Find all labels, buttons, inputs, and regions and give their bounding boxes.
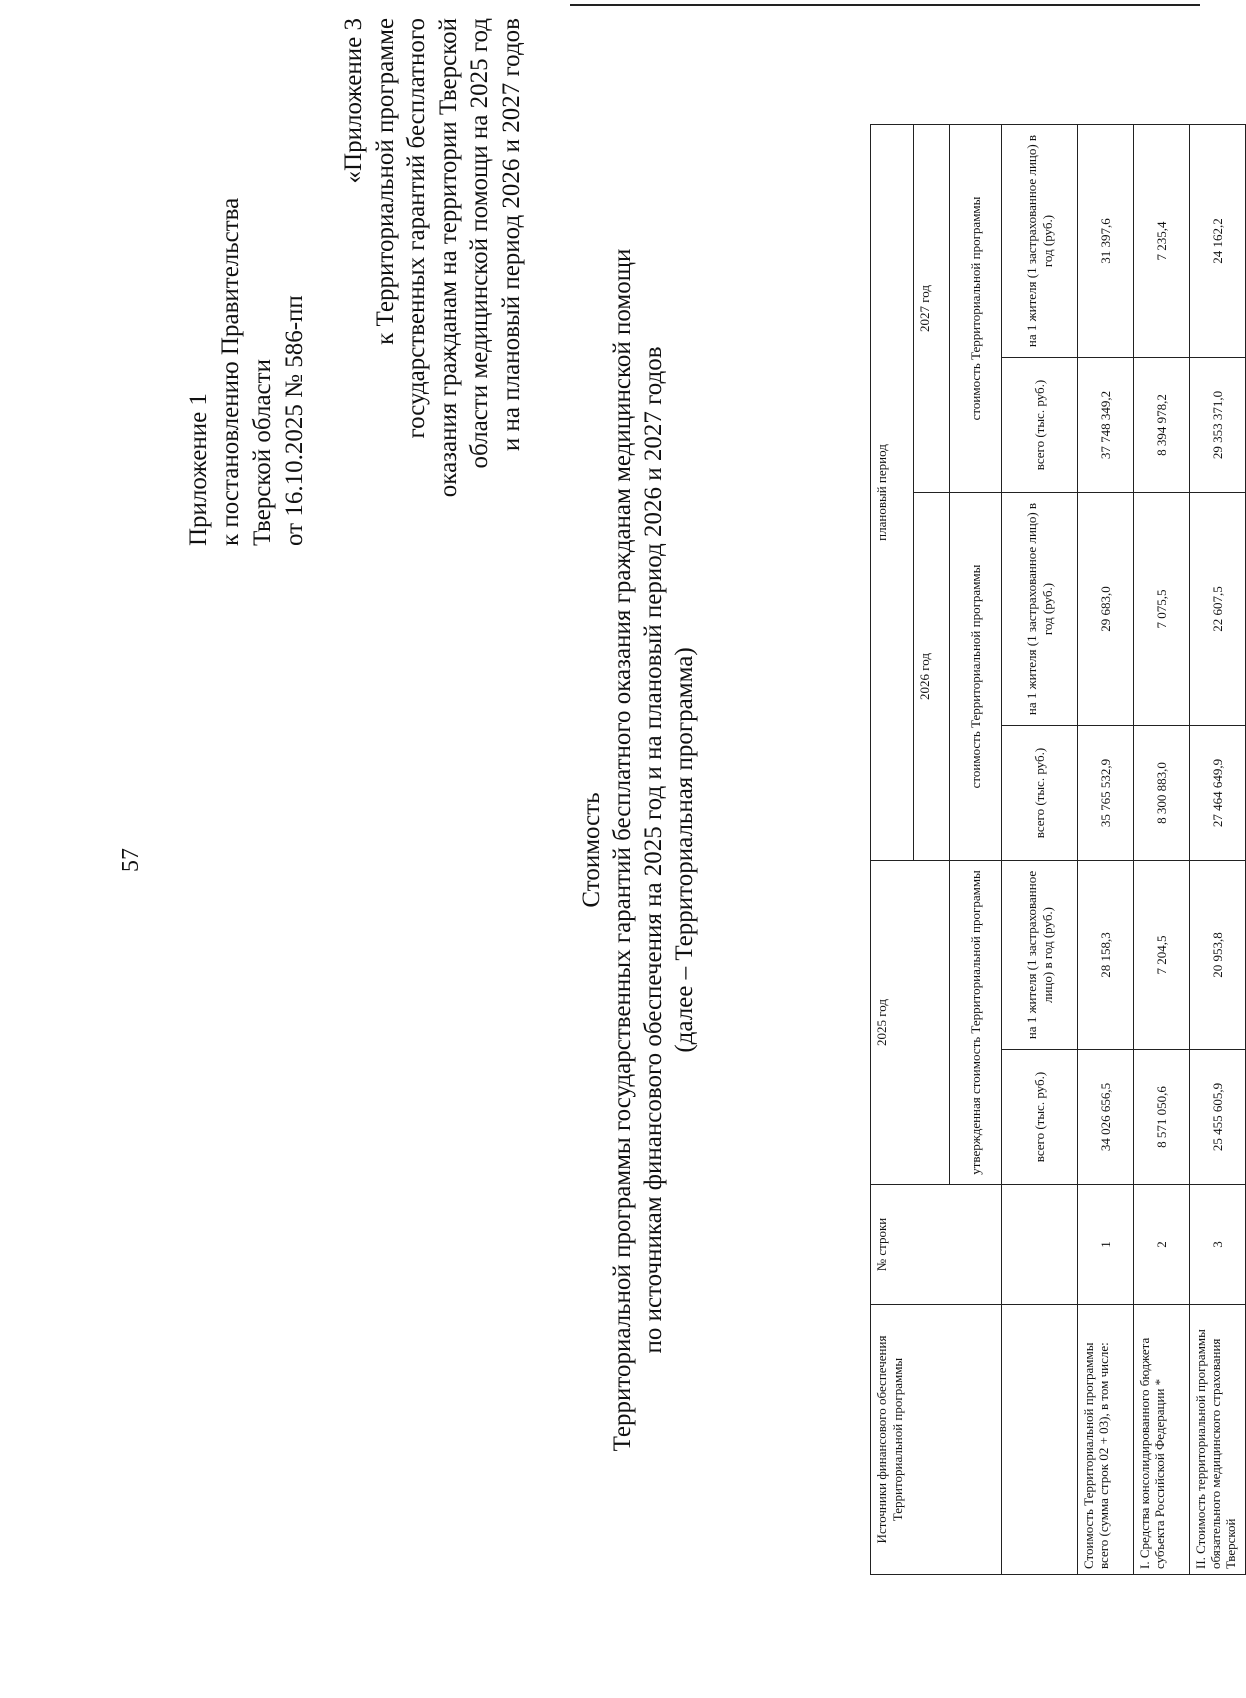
appendix-1-line: от 16.10.2025 № 586-пп [281,295,308,546]
header-approved-cost: утвержденная стоимость Территориальной программы [950,861,1002,1185]
title-line: (далее – Территориальная программа) [671,647,698,1053]
header-cost-2026: стоимость Территориальной программы [950,493,1002,861]
title-line: Стоимость [578,792,605,908]
row-per-capita-2025: 7 204,5 [1134,861,1190,1050]
header-per-capita-2026: на 1 жителя (1 застрахованное лицо) в год (руб.) [1002,493,1078,726]
appendix-3-line: и на плановый период 2026 и 2027 годов [497,18,525,452]
row-number: 3 [1190,1185,1246,1305]
header-empty-cell [1002,1185,1078,1305]
row-per-capita-2027: 31 397,6 [1078,125,1134,358]
header-source: Источники финансового обеспечения Территориальной программы [871,1305,1002,1575]
row-total-2027: 37 748 349,2 [1078,358,1134,493]
cost-table [870,124,1246,1575]
row-total-2025: 8 571 050,6 [1134,1050,1190,1185]
row-total-2026: 8 300 883,0 [1134,726,1190,861]
page-number: 57 [118,848,144,872]
row-total-2026: 27 464 649,9 [1190,726,1246,861]
row-total-2025: 34 026 656,5 [1078,1050,1134,1185]
row-total-2027: 29 353 371,0 [1190,358,1246,493]
document-title [576,50,700,1650]
header-year-2026: 2026 год [914,493,950,861]
row-per-capita-2026: 22 607,5 [1190,493,1246,726]
row-per-capita-2027: 24 162,2 [1190,125,1246,358]
table-row [1078,125,1134,1575]
appendix-1-block [183,46,311,546]
row-per-capita-2025: 20 953,8 [1190,861,1246,1050]
row-total-2025: 25 455 605,9 [1190,1050,1246,1185]
appendix-1-line: Приложение 1 [185,393,212,546]
row-total-2027: 8 394 978,2 [1134,358,1190,493]
appendix-3-block [338,18,527,696]
row-source-name: II. Стоимость территориальной программы обязательного медицинского страхования Тверской [1190,1305,1246,1575]
row-source-name: Стоимость Территориальной программы всего (сумма строк 02 + 03), в том числе: [1078,1305,1134,1575]
appendix-3-line: области медицинской помощи на 2025 год [466,18,493,469]
title-line: Территориальной программы государственных гарантий бесплатного оказания гражданам медицинской помощи [609,248,636,1452]
row-number: 2 [1134,1185,1190,1305]
header-per-capita-2025: на 1 жителя (1 застрахованное лицо) в год (руб.) [1002,861,1078,1050]
header-total-2026: всего (тыс. руб.) [1002,726,1078,861]
row-per-capita-2027: 7 235,4 [1134,125,1190,358]
appendix-1-line: к постановлению Правительства [217,197,244,546]
header-empty-cell [1002,1305,1078,1575]
title-line: по источникам финансового обеспечения на 2025 год и на плановый период 2026 и 2027 годов [640,346,667,1354]
header-total-2027: всего (тыс. руб.) [1002,358,1078,493]
row-per-capita-2026: 7 075,5 [1134,493,1190,726]
header-per-capita-2027: на 1 жителя (1 застрахованное лицо) в год (руб.) [1002,125,1078,358]
header-year-2027: 2027 год [914,125,950,493]
table-row [1190,125,1246,1575]
header-cost-2027: стоимость Территориальной программы [950,125,1002,493]
header-planned-period: плановый период [871,125,914,861]
appendix-3-line: к Территориальной программе [371,18,399,345]
header-total-2025: всего (тыс. руб.) [1002,1050,1078,1185]
table-row [1134,125,1190,1575]
appendix-1-line: Тверской области [249,359,276,546]
appendix-3-line: государственных гарантий бесплатного [403,18,430,439]
appendix-3-line: «Приложение 3 [340,18,367,184]
row-number: 1 [1078,1185,1134,1305]
row-source-name: I. Средства консолидированного бюджета субъекта Российской Федерации * [1134,1305,1190,1575]
header-row-number: № строки [871,1185,1002,1305]
row-total-2026: 35 765 532,9 [1078,726,1134,861]
row-per-capita-2025: 28 158,3 [1078,861,1134,1050]
row-per-capita-2026: 29 683,0 [1078,493,1134,726]
appendix-3-line: оказания гражданам на территории Тверской [434,18,462,498]
header-year-2025: 2025 год [871,861,950,1185]
